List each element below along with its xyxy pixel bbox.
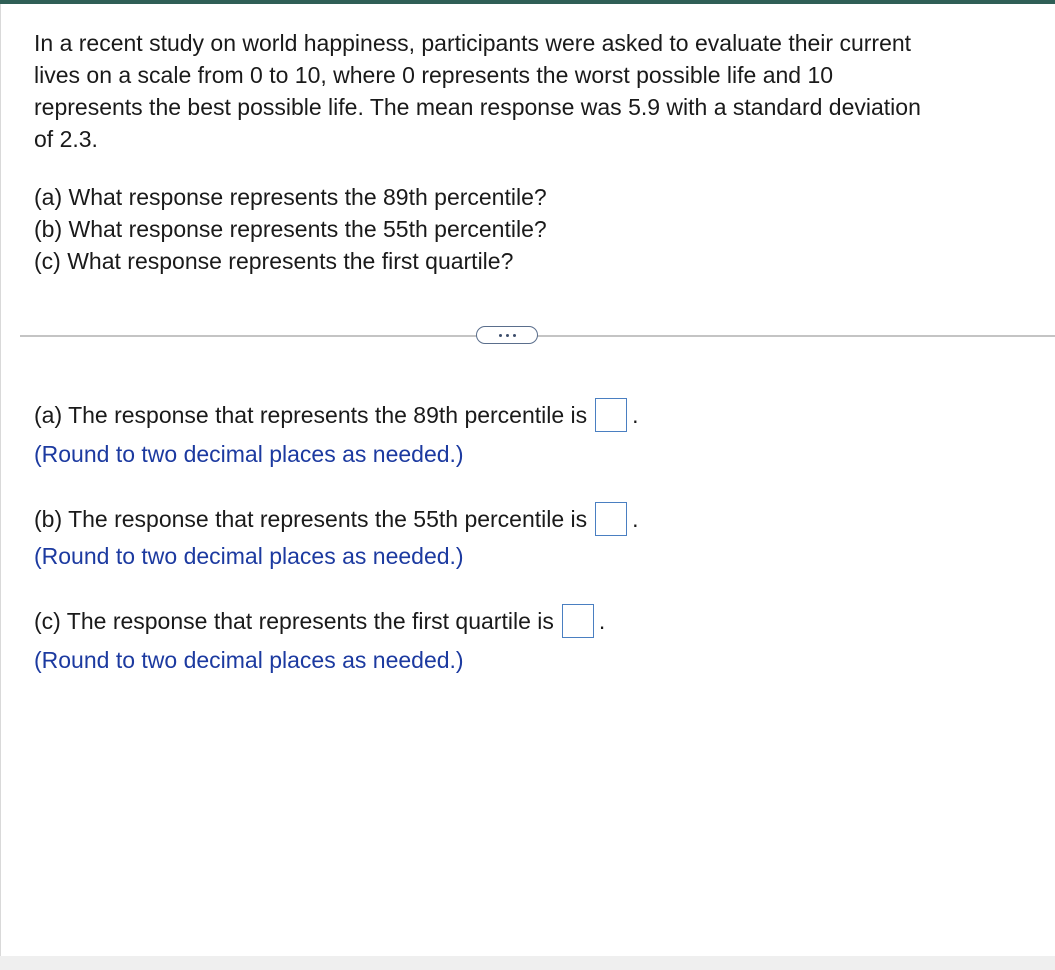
question-a: (a) What response represents the 89th percentile? — [34, 184, 547, 210]
answer-a-input[interactable] — [595, 398, 627, 432]
left-border — [0, 4, 1, 956]
answer-a-prompt: (a) The response that represents the 89th percentile is — [34, 402, 588, 428]
ellipsis-dot — [499, 334, 502, 337]
answer-b-input[interactable] — [595, 502, 627, 536]
answer-b-hint: (Round to two decimal places as needed.) — [34, 543, 464, 569]
more-options-button[interactable] — [476, 326, 538, 344]
question-c: (c) What response represents the first quartile? — [34, 248, 514, 274]
answer-c-input[interactable] — [562, 604, 594, 638]
top-header-bar — [0, 0, 1055, 4]
ellipsis-dot — [513, 334, 516, 337]
answer-b-period: . — [632, 506, 639, 532]
answer-c-line — [34, 604, 605, 638]
answer-c-period: . — [598, 608, 606, 634]
answer-b-prompt: (b) The response that represents the 55th percentile is — [34, 506, 588, 532]
ellipsis-dot — [506, 334, 509, 337]
problem-line-1: In a recent study on world happiness, participants were asked to evaluate their current — [34, 30, 912, 56]
question-b: (b) What response represents the 55th percentile? — [34, 216, 547, 242]
bottom-strip — [0, 956, 1055, 970]
question-list — [34, 181, 934, 277]
problem-line-3: represents the best possible life. The mean response was 5.9 with a standard deviation — [34, 94, 921, 120]
answer-a-line — [34, 398, 639, 432]
answer-c-hint: (Round to two decimal places as needed.) — [34, 647, 464, 673]
problem-line-4: of 2.3. — [34, 126, 98, 152]
answer-a-period: . — [632, 402, 639, 428]
problem-statement — [34, 27, 1044, 155]
problem-line-2: lives on a scale from 0 to 10, where 0 represents the worst possible life and 10 — [34, 62, 834, 88]
answer-b-line — [34, 502, 639, 536]
answer-a-hint: (Round to two decimal places as needed.) — [34, 441, 464, 467]
answer-c-prompt: (c) The response that represents the first quartile is — [34, 608, 554, 634]
